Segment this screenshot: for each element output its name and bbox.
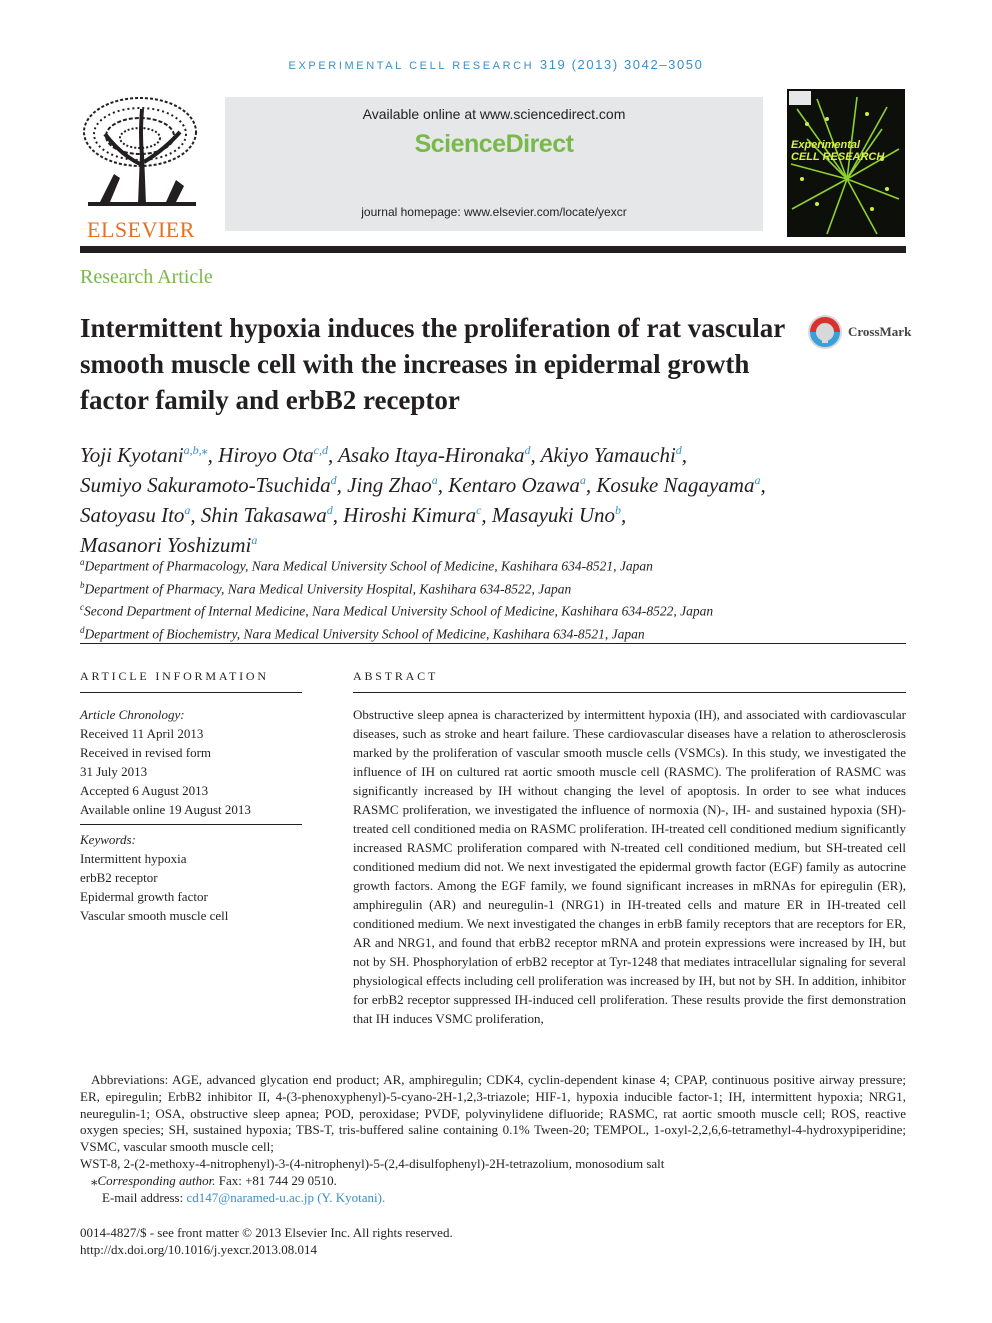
- article-info-panel: [80, 705, 302, 925]
- section-divider: [80, 643, 906, 644]
- abbreviations-last-line: WST-8, 2-(2-methoxy-4-nitrophenyl)-3-(4-nitrophenyl)-5-(2,4-disulfophenyl)-2H-tetrazolium, monosodium salt: [80, 1155, 665, 1171]
- author-affiliation-marker[interactable]: c: [476, 503, 482, 517]
- author-list: [80, 438, 870, 558]
- chronology-item: Available online 19 August 2013: [80, 802, 251, 817]
- abstract-rule: [353, 692, 906, 693]
- author-name: Sumiyo Sakuramoto-Tsuchida: [80, 473, 331, 497]
- author-affiliation-marker[interactable]: d: [524, 443, 531, 457]
- crossmark-icon: [806, 313, 844, 351]
- author-line-1: Yoji Kyotani$^{a,b,⁎}$, Hiroyo Ota$^{c,d}$, Asako Itaya-Hironaka$^d$, Akiyo Yamauchi$^d$,: [80, 443, 688, 467]
- author-line-2: Sumiyo Sakuramoto-Tsuchida$^d$, Jing Zhao$^a$, Kentaro Ozawa$^a$, Kosuke Nagayama$^a$,: [80, 473, 766, 497]
- author-affiliation-marker[interactable]: d: [330, 473, 337, 487]
- keyword-item: Vascular smooth muscle cell: [80, 908, 229, 923]
- author-affiliation-marker[interactable]: a: [251, 533, 258, 547]
- article-info-rule: [80, 692, 302, 693]
- copyright-line: 0014-4827/$ - see front matter © 2013 Elsevier Inc. All rights reserved.: [80, 1225, 453, 1240]
- journal-citation: 319 (2013) 3042–3050: [539, 57, 704, 72]
- journal-cover-image: [787, 89, 905, 237]
- crossmark-label: CrossMark: [848, 324, 912, 339]
- correspondence-footnote: [80, 1172, 906, 1206]
- author-name: Asako Itaya-Hironaka: [338, 443, 525, 467]
- author-name: Jing Zhao: [347, 473, 432, 497]
- author-affiliation-marker[interactable]: a: [754, 473, 761, 487]
- author-name: Kentaro Ozawa: [448, 473, 580, 497]
- author-affiliation-marker[interactable]: a: [184, 503, 191, 517]
- available-online-text: Available online at www.sciencedirect.com: [362, 106, 626, 122]
- cover-title-line1: Experimental: [791, 139, 861, 151]
- author-name: Masayuki Uno: [491, 503, 615, 527]
- cover-title: [791, 139, 884, 163]
- abbreviations-label: Abbreviations:: [91, 1072, 169, 1087]
- cover-title-line2: CELL RESEARCH: [791, 151, 885, 163]
- affiliation-item: $^d$Department of Biochemistry, Nara Medical University School of Medicine, Kashihara 634-8521, Japan: [80, 624, 645, 641]
- author-line-3: Satoyasu Ito$^a$, Shin Takasawa$^d$, Hiroshi Kimura$^c$, Masayuki Uno$^b$,: [80, 503, 627, 527]
- elsevier-wordmark: ELSEVIER: [87, 217, 195, 242]
- keyword-item: Intermittent hypoxia: [80, 851, 187, 866]
- chronology-item: Received 11 April 2013: [80, 726, 204, 741]
- keyword-item: erbB2 receptor: [80, 870, 158, 885]
- abbreviations-footnote: [80, 1072, 906, 1173]
- article-type: Research Article: [80, 266, 213, 288]
- affiliation-item: $^a$Department of Pharmacology, Nara Medical University School of Medicine, Kashihara 634-8521, Japan: [80, 557, 653, 574]
- author-email-link[interactable]: cd147@naramed-u.ac.jp (Y. Kyotani).: [186, 1190, 386, 1205]
- article-info-heading: ARTICLE INFORMATION: [80, 669, 269, 683]
- corresponding-author-line: ⁎Corresponding author. Fax: +81 744 29 0510.: [91, 1173, 337, 1188]
- elsevier-tree-icon: [80, 94, 202, 212]
- journal-homepage-text: journal homepage: www.elsevier.com/locate/yexcr: [361, 205, 627, 219]
- author-name: Masanori Yoshizumi: [80, 533, 252, 557]
- chronology-label: Article Chronology:: [80, 707, 185, 722]
- chronology-item: 31 July 2013: [80, 764, 148, 779]
- email-line: E-mail address: cd147@naramed-u.ac.jp (Y. Kyotani).: [102, 1190, 386, 1205]
- chronology-item: Received in revised form: [80, 745, 212, 760]
- abbreviations-text: AGE, advanced glycation end product; AR, amphiregulin; CDK4, cyclin-dependent kinase 4; CPAP, continuous positive airway pressure; ER, epiregulin; ErbB2 inhibitor II, 4-(3-phenoxyphenyl)-5-cyano-2H-1,2,3-triazole; HIF-1, hypoxia inducible factor-1; IH, intermittent hypoxia; NRG1, neuregulin-1; OSA, obstructive sleep apnea; POD, peroxidase; PVDF, polyvinylidene difluoride; RASMC, rat aortic smooth muscle cell; ROS, reactive oxygen species; SH, sustained hypoxia; TBS-T, tris-buffered saline containing 0.1% Tween-20; TEMPOL, 1-oxyl-2,2,6,6-tetramethyl-4-hydroxypiperidine; VSMC, vascular smooth muscle cell;: [80, 1072, 906, 1155]
- elsevier-logo: [80, 94, 202, 242]
- author-name: Shin Takasawa: [200, 503, 327, 527]
- author-affiliation-marker[interactable]: d: [675, 443, 682, 457]
- journal-citation-line: [0, 57, 992, 72]
- author-name: Yoji Kyotani: [80, 443, 184, 467]
- affiliation-item: $^b$Department of Pharmacy, Nara Medical University Hospital, Kashihara 634-8522, Japan: [80, 579, 572, 596]
- cover-art-icon: [787, 89, 905, 237]
- author-affiliation-marker[interactable]: c,d: [313, 443, 328, 457]
- author-affiliation-marker[interactable]: a: [579, 473, 586, 487]
- keyword-item: Epidermal growth factor: [80, 889, 208, 904]
- journal-name: EXPERIMENTAL CELL RESEARCH: [288, 60, 535, 72]
- sciencedirect-logo: ScienceDirect: [414, 130, 574, 158]
- author-name: Hiroyo Ota: [218, 443, 314, 467]
- author-affiliation-marker[interactable]: d: [326, 503, 333, 517]
- header-rule: [80, 246, 906, 253]
- author-name: Akiyo Yamauchi: [540, 443, 676, 467]
- author-affiliation-marker[interactable]: a: [431, 473, 438, 487]
- author-affiliation-marker[interactable]: b: [614, 503, 621, 517]
- affiliation-list: [80, 553, 906, 643]
- doi-link[interactable]: http://dx.doi.org/10.1016/j.yexcr.2013.08.014: [80, 1242, 318, 1257]
- author-affiliation-marker[interactable]: a,b,⁎: [183, 443, 208, 457]
- author-name: Hiroshi Kimura: [343, 503, 477, 527]
- keywords-rule: [80, 824, 302, 825]
- author-name: Kosuke Nagayama: [596, 473, 755, 497]
- article-title: Intermittent hypoxia induces the proliferation of rat vascular smooth muscle cell with the increases in epidermal growth factor family and erbB2 receptor: [80, 313, 785, 415]
- copyright-footer: [80, 1224, 453, 1258]
- author-name: Satoyasu Ito: [80, 503, 185, 527]
- keywords-label: Keywords:: [80, 832, 136, 847]
- affiliation-item: $^c$Second Department of Internal Medicine, Nara Medical University School of Medicine, Kashihara 634-8522, Japan: [80, 602, 714, 619]
- chronology-item: Accepted 6 August 2013: [80, 783, 209, 798]
- abstract-text: Obstructive sleep apnea is characterized by intermittent hypoxia (IH), and associated with cardiovascular diseases, such as stroke and heart failure. These cardiovascular diseases have a relation to atherosclerosis marked by the proliferation of vascular smooth muscle cells (VSMCs). In this study, we investigated the influence of IH on cultured rat aortic smooth muscle cell (RASMC). The proliferation of RASMC was significantly increased by IH without changing the level of apoptosis. In order to see what induces RASMC proliferation, we investigated the influence of normoxia (N)-, IH- and sustained hypoxia (SH)-treated cell conditioned media on RASMC proliferation. IH-treated cell conditioned medium significantly increased RASMC proliferation compared with N-treated cell conditioned medium, but SH-treated cell conditioned medium did not. We next investigated the epidermal growth factor (EGF) family as autocrine growth factors. Among the EGF family, we found significant increases in mRNAs for epiregulin (ER), amphiregulin (AR) and neuregulin-1 (NRG1) in IH-treated cells and mature ER in IH-treated cell conditioned medium. We next investigated the changes in erbB family receptors that are receptors for ER, AR and NRG1, and found that erbB2 receptor mRNA and protein expressions were increased by IH, but not by SH. Phosphorylation of erbB2 receptor at Tyr-1248 that mediates intracellular signaling for several physiological effects including cell proliferation was increased by IH, but not by SH. In addition, inhibitor for erbB2 receptor suppressed IH-induced cell proliferation. These results provide the first demonstration that IH induces VSMC proliferation,: [353, 707, 906, 1026]
- abstract-heading: ABSTRACT: [353, 669, 439, 683]
- crossmark-badge[interactable]: [806, 313, 910, 353]
